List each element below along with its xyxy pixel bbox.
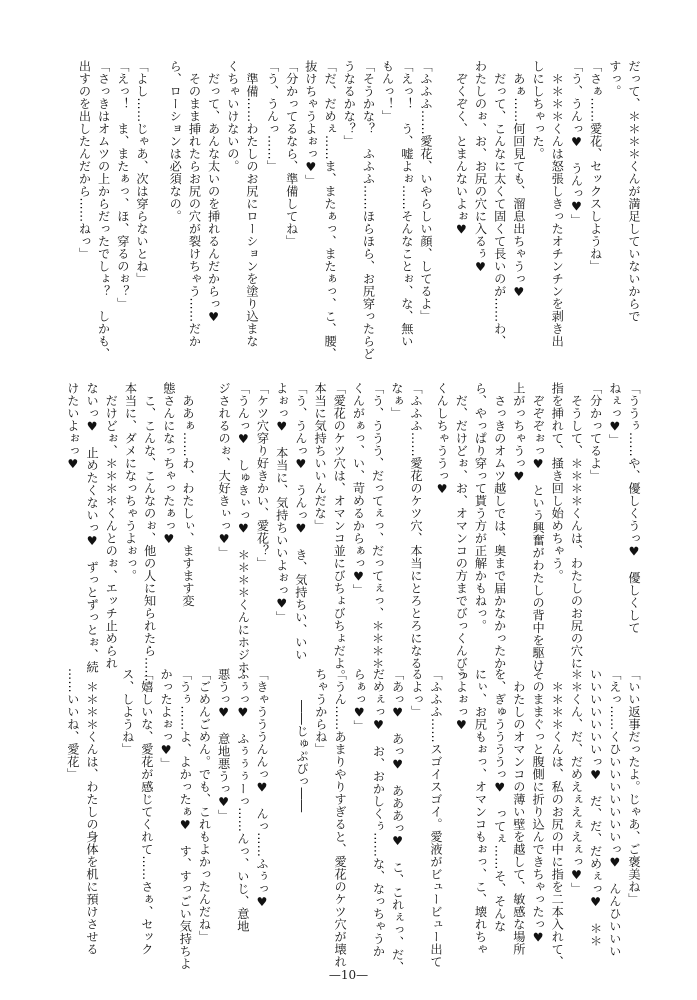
text-line: 「ふふふ……愛花のケツ穴、本当にとろとろになる — [409, 382, 423, 670]
text-line: 「よし……じゃあ、次は穿らないとね」 — [135, 60, 149, 285]
text-line: 出すのを出したんだから……ねっ」 — [77, 60, 92, 260]
text-line: 上がっちゃうっ♥ — [511, 382, 526, 484]
text-line: 「ごめんごめん。でも、これもよかったんだね」 — [197, 668, 212, 943]
text-line: よぉっ♥ 本当に、気持ちいいよぉっ♥」 — [274, 382, 289, 624]
text-line: すっ。 — [607, 60, 622, 98]
text-block-2 — [262, 60, 435, 360]
text-line: くちゃいけないの。 — [225, 60, 240, 173]
text-line: を、ぎゅううううっ♥ ってぇ……そ、そんな — [492, 668, 507, 933]
text-block-3 — [165, 60, 261, 347]
text-line: ああぁ……わ、わたしぃ、ますます変 — [181, 382, 195, 607]
text-line: そうして、＊＊＊＊くんは、わたしのお尻の穴に — [569, 382, 584, 670]
text-block-1 — [451, 60, 643, 348]
text-line: ら、やっぱり穿って貰う方が正解かもねっ。 — [473, 382, 488, 632]
text-line: しにしちゃった。 — [531, 60, 546, 160]
text-line: 本当に気持ちいいんだな」 — [313, 382, 328, 532]
text-line: ＊＊＊＊くんは怒張しきったオチンチンを剥き出 — [550, 60, 565, 348]
text-line: そのまま挿れたらお尻の穴が裂けちゃう……だか — [187, 60, 202, 348]
text-line: ――じゅぷぴっ―― — [295, 700, 309, 813]
text-line: もんっ！」 — [380, 60, 395, 123]
text-line: 「さっきはオムツの上からだったでしょ？ しかも、 — [96, 60, 111, 360]
text-line: だって、あんな太いのを挿れるんだからっ♥ — [206, 60, 221, 325]
text-line: ……いいね、愛花」 — [65, 668, 80, 781]
text-block-8 — [451, 668, 643, 968]
text-line: 悪うっ♥ 意地悪うっ♥」 — [216, 668, 231, 822]
text-line: 「うんっ♥ しゅきぃっ♥ ＊＊＊＊くんにホジホ — [236, 382, 251, 674]
text-block-4 — [74, 60, 151, 360]
text-line: 「えっ……くひいいいいいいいっ♥ んんひいいい — [607, 668, 622, 958]
text-line: 「きゃうううんんっ♥ んっ……ふぅっ♥ — [255, 668, 269, 910]
text-line: 「愛花のケツ穴は、オマンコ並にびちょびちょだよ。 — [332, 382, 347, 682]
text-line: 「ふふふ……愛花、いやらしい顔、してるよ」 — [419, 60, 433, 323]
text-line: ぞぞぞぉっ♥ という興奮がわたしの背中を駆け — [531, 382, 546, 672]
text-line: うよぉっ♥ — [454, 668, 469, 733]
text-block-9 — [311, 668, 445, 973]
text-line: ＊＊＊＊くんは、私のお尻の中に指を二本入れて、 — [550, 668, 565, 968]
text-line: ら、ローションは必須なの。 — [168, 60, 183, 223]
text-line: いいいいいいいっ♥ だ、だ、だめぇっ♥ ＊＊ — [588, 668, 603, 947]
text-line: 抜けちゃうよぉっ♥」 — [303, 60, 318, 187]
text-line: ちゃうからね」 — [313, 668, 328, 756]
page-number: —10— — [328, 968, 369, 982]
text-line: ＊＊＊＊くんは、わたしの身体を机に預けさせる — [85, 668, 99, 956]
text-block-10 — [292, 700, 311, 812]
text-block-7 — [63, 382, 197, 682]
text-line: 準備……わたしのお尻にローションを塗り込まな — [245, 60, 259, 348]
text-block-11 — [118, 668, 272, 970]
text-line: うなるかな？」 — [342, 60, 357, 148]
text-line: 「さぁ……愛花、セックスしようね」 — [588, 60, 603, 273]
text-line: 「ケツ穴穿り好きかい、愛花？」 — [255, 382, 270, 570]
text-line: わたしのぉ、お、お尻の穴に入るぅ♥ — [473, 60, 488, 275]
text-line: そのままぐっと腹側に折り込んできちゃったっ♥ — [531, 668, 546, 945]
text-line: 「あっ♥ あっ♥ あああっ♥ こ、これぇっ、だ、 — [390, 668, 405, 974]
text-line: ぞくぞく、とまんないよぉ♥ — [454, 60, 469, 237]
text-line: ジされるのぉ、大好きぃっ♥」 — [217, 382, 232, 559]
text-line: あぁ……何回見ても、溜息出ちゃうっ♥ — [511, 60, 526, 300]
text-line: 「うん……あまりやりすぎると、愛花のケツ穴が壊れ — [333, 668, 348, 968]
text-block-6 — [214, 382, 425, 682]
text-line: 「嬉しいな、愛花が感じてくれて……さぁ、セック — [139, 668, 154, 956]
text-line: 「ふふふ……スゴイスゴイ。愛液がビュービュー出て — [429, 668, 443, 968]
text-line: 「えっ！ う、嘘よぉ……そんなことぉ、な、無い — [399, 60, 414, 348]
text-line: 「ううぅ……や、優しくうっ♥ 優しくして — [627, 382, 641, 634]
text-line: わたしのオマンコの薄い壁を越して、敏感な場所 — [511, 668, 526, 956]
text-line: くんしちゃううっ♥ — [435, 382, 450, 497]
text-line: 「分かってるよ」 — [588, 382, 603, 482]
text-line: ねぇっ♥」 — [607, 382, 622, 447]
text-line: だ、だけどぉ、お、オマンコの方までびっくんびっ — [454, 382, 469, 682]
text-line: ふぅっ♥ ふぅぅぅーっ……んっ、いじ、意地 — [235, 668, 250, 933]
text-line: 「う、うんっ♥ うんっ♥」 — [569, 60, 584, 227]
text-line: 本当に、ダメになっちゃうよぉっ。 — [123, 382, 138, 582]
text-line: だけどぉ、＊＊＊＊くんとのぉ、エッチ止められ — [104, 382, 119, 670]
text-line: 「だ、だめぇ……ま、またぁっ、またぁっ、こ、腰、 — [323, 60, 338, 360]
text-line: るよっ」 — [409, 668, 424, 718]
text-block-12 — [63, 668, 101, 956]
text-line: 「う、うんっ♥ うんっ♥ き、気持ちい、いい — [293, 382, 308, 661]
text-line: にぃ、お尻もぉっ、オマンコもぉっ、こ、壊れちゃ — [473, 668, 488, 956]
text-block-5 — [432, 382, 643, 682]
text-line: らぁっ♥」 — [352, 668, 367, 733]
text-line: 態さんになっちゃったぁっ♥ — [161, 382, 176, 547]
text-line: さっきのオムツ越しでは、奥まで届かなかったか — [492, 382, 507, 670]
text-line: だって、＊＊＊＊くんが満足していないからで — [627, 60, 641, 323]
text-line: こ、こんな、こんなのぉ、他の人に知られたら…… — [142, 382, 157, 682]
text-line: ス、しようね」 — [120, 668, 135, 756]
text-line: 「えっ！ ま、またぁっ、ほ、穿るのぉ？」 — [115, 60, 130, 310]
text-line: くんがぁっ、い、苛めるからぁっ♥」 — [351, 382, 366, 597]
text-line: かったよぉっ♥」 — [159, 668, 174, 770]
text-line: 「うぅ……よ、よかったぁ♥ す、すっごい気持ちよ — [178, 668, 193, 970]
text-line: ないっ♥ 止めたくないっ♥ ずっとずっとぉ、続 — [85, 382, 100, 674]
text-line: だって、こんなに太くて固くて長いのが……わ、 — [492, 60, 507, 348]
text-line: だめぇっ♥ お、おかしくぅ……な、なっちゃうか — [371, 668, 386, 958]
text-line: なぁ」 — [389, 382, 404, 420]
text-line: 指を挿れて、掻き回し始めちゃう。 — [550, 382, 565, 582]
text-line: けたいよぉっ♥ — [65, 382, 80, 472]
text-line: ＊＊くん、だ、だめえぇえぇえぇっ♥」 — [569, 668, 584, 895]
text-line: 「う、ううう、だってぇっ、だってぇっ、＊＊＊＊ — [370, 382, 385, 670]
text-line: 「そうかな？ ふふふ……ほらほら、お尻穿ったらど — [361, 60, 376, 360]
text-line: 「分かってるなら、準備してね」 — [284, 60, 299, 248]
text-line: 「う、うんっ……」 — [265, 60, 280, 173]
text-line: 「いい返事だったよ。じゃあ、ご褒美ね」 — [627, 668, 641, 906]
